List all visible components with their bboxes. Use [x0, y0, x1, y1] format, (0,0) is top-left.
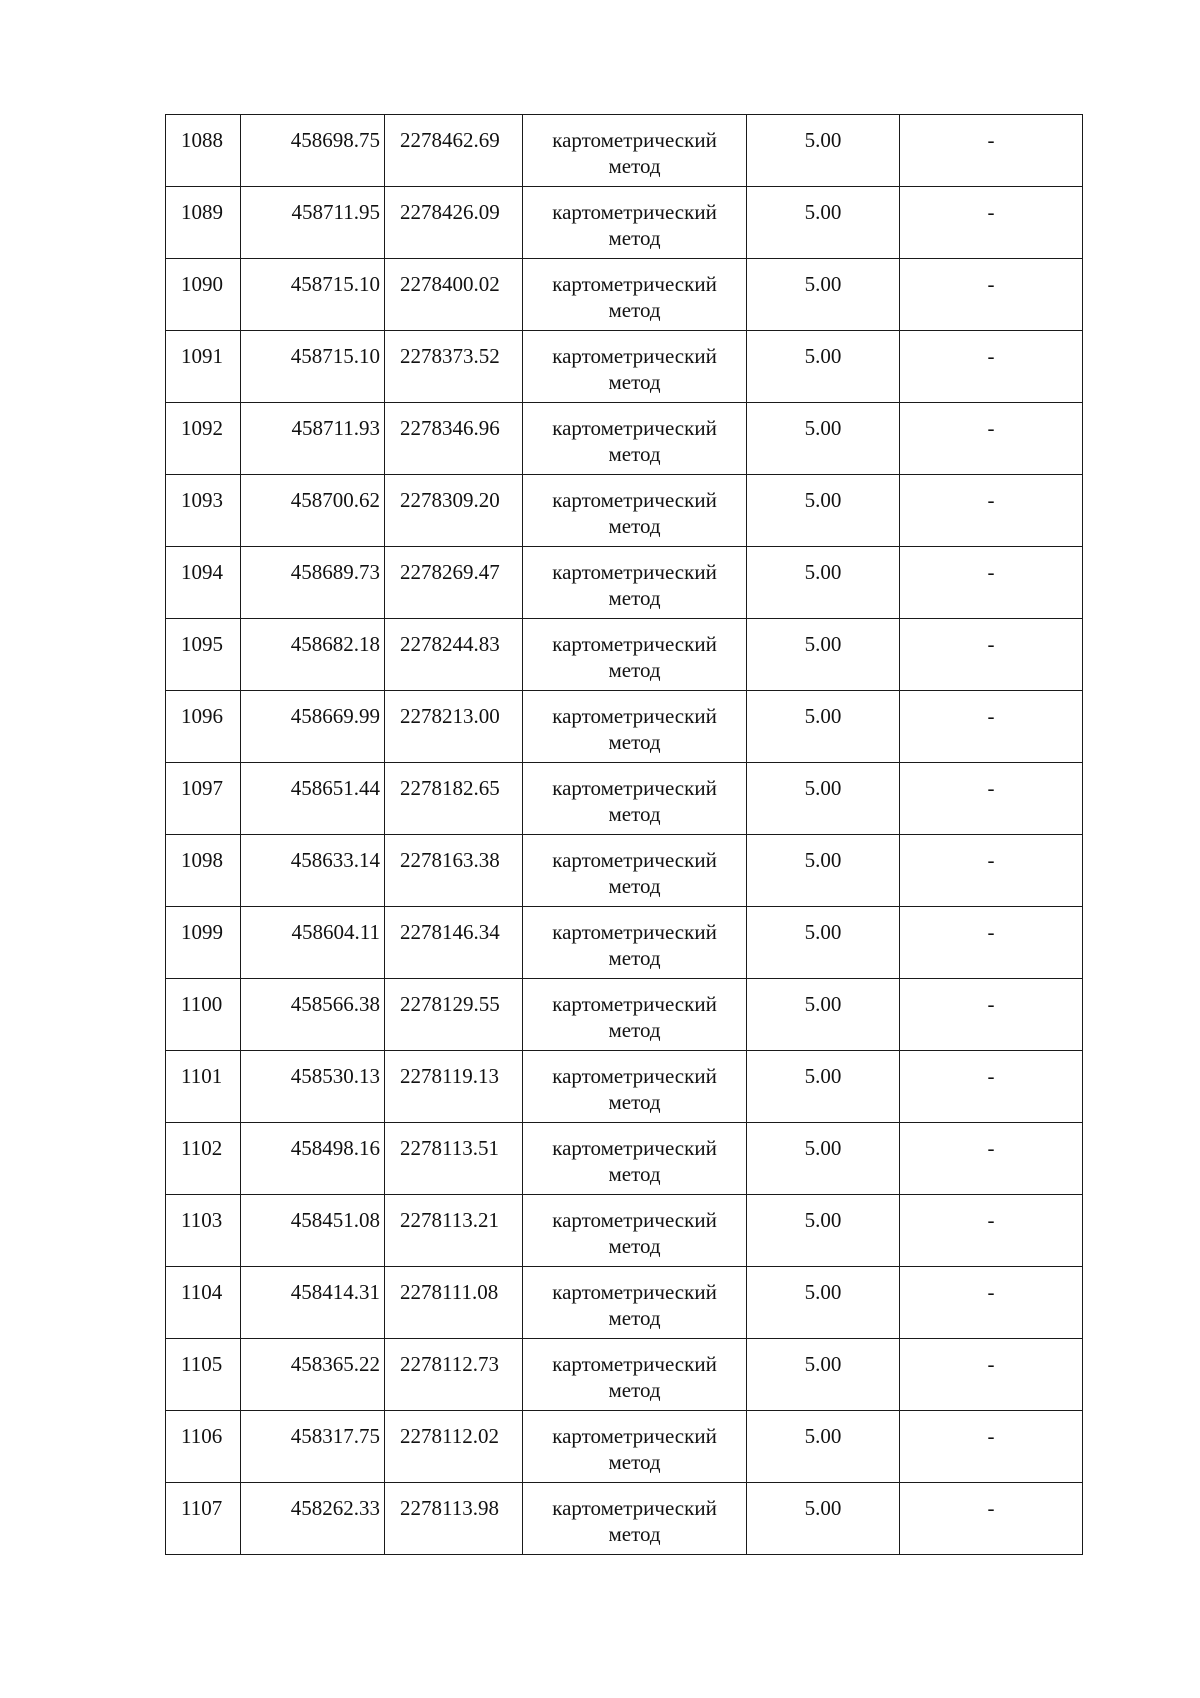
method-line-2: метод: [608, 1306, 661, 1330]
method-line-1: картометрический: [552, 488, 717, 512]
method-cell: [523, 331, 747, 403]
table-row: [166, 1411, 1083, 1483]
accuracy-cell: 5.00: [747, 763, 900, 835]
method-cell: [523, 115, 747, 187]
y-coordinate-cell: 2278309.20: [385, 475, 523, 547]
x-coordinate-cell: 458317.75: [241, 1411, 385, 1483]
method-line-2: метод: [608, 802, 661, 826]
point-number-cell: 1102: [166, 1123, 241, 1195]
accuracy-cell: 5.00: [747, 187, 900, 259]
description-cell: -: [900, 1483, 1083, 1555]
method-line-2: метод: [608, 226, 661, 250]
method-cell: [523, 1051, 747, 1123]
method-cell: [523, 763, 747, 835]
y-coordinate-cell: 2278269.47: [385, 547, 523, 619]
x-coordinate-cell: 458414.31: [241, 1267, 385, 1339]
table-row: [166, 1195, 1083, 1267]
accuracy-cell: 5.00: [747, 115, 900, 187]
table-row: [166, 475, 1083, 547]
description-cell: -: [900, 763, 1083, 835]
table-row: [166, 763, 1083, 835]
description-cell: -: [900, 979, 1083, 1051]
description-cell: -: [900, 403, 1083, 475]
method-line-1: картометрический: [552, 200, 717, 224]
x-coordinate-cell: 458711.95: [241, 187, 385, 259]
method-line-2: метод: [608, 1522, 661, 1546]
accuracy-cell: 5.00: [747, 475, 900, 547]
method-line-1: картометрический: [552, 272, 717, 296]
method-line-2: метод: [608, 1450, 661, 1474]
description-cell: -: [900, 331, 1083, 403]
coordinates-table-body: [166, 115, 1083, 1555]
point-number-cell: 1107: [166, 1483, 241, 1555]
table-row: [166, 331, 1083, 403]
table-row: [166, 403, 1083, 475]
method-line-2: метод: [608, 370, 661, 394]
point-number-cell: 1091: [166, 331, 241, 403]
method-line-2: метод: [608, 514, 661, 538]
accuracy-cell: 5.00: [747, 691, 900, 763]
method-line-2: метод: [608, 730, 661, 754]
y-coordinate-cell: 2278129.55: [385, 979, 523, 1051]
x-coordinate-cell: 458715.10: [241, 259, 385, 331]
method-cell: [523, 979, 747, 1051]
x-coordinate-cell: 458365.22: [241, 1339, 385, 1411]
y-coordinate-cell: 2278400.02: [385, 259, 523, 331]
method-line-1: картометрический: [552, 128, 717, 152]
description-cell: -: [900, 547, 1083, 619]
description-cell: -: [900, 475, 1083, 547]
method-line-1: картометрический: [552, 1424, 717, 1448]
method-cell: [523, 907, 747, 979]
accuracy-cell: 5.00: [747, 907, 900, 979]
accuracy-cell: 5.00: [747, 1123, 900, 1195]
point-number-cell: 1106: [166, 1411, 241, 1483]
table-row: [166, 547, 1083, 619]
point-number-cell: 1103: [166, 1195, 241, 1267]
description-cell: -: [900, 1339, 1083, 1411]
method-line-1: картометрический: [552, 416, 717, 440]
method-line-1: картометрический: [552, 776, 717, 800]
accuracy-cell: 5.00: [747, 835, 900, 907]
table-row: [166, 1267, 1083, 1339]
accuracy-cell: 5.00: [747, 259, 900, 331]
x-coordinate-cell: 458566.38: [241, 979, 385, 1051]
point-number-cell: 1096: [166, 691, 241, 763]
y-coordinate-cell: 2278182.65: [385, 763, 523, 835]
method-line-1: картометрический: [552, 1280, 717, 1304]
point-number-cell: 1093: [166, 475, 241, 547]
accuracy-cell: 5.00: [747, 403, 900, 475]
x-coordinate-cell: 458669.99: [241, 691, 385, 763]
accuracy-cell: 5.00: [747, 979, 900, 1051]
y-coordinate-cell: 2278346.96: [385, 403, 523, 475]
x-coordinate-cell: 458633.14: [241, 835, 385, 907]
table-row: [166, 979, 1083, 1051]
table-row: [166, 1123, 1083, 1195]
method-line-1: картометрический: [552, 848, 717, 872]
point-number-cell: 1097: [166, 763, 241, 835]
method-line-2: метод: [608, 658, 661, 682]
x-coordinate-cell: 458700.62: [241, 475, 385, 547]
method-line-1: картометрический: [552, 1352, 717, 1376]
x-coordinate-cell: 458715.10: [241, 331, 385, 403]
point-number-cell: 1101: [166, 1051, 241, 1123]
description-cell: -: [900, 115, 1083, 187]
accuracy-cell: 5.00: [747, 1051, 900, 1123]
point-number-cell: 1095: [166, 619, 241, 691]
point-number-cell: 1104: [166, 1267, 241, 1339]
method-line-2: метод: [608, 1378, 661, 1402]
table-row: [166, 259, 1083, 331]
method-line-2: метод: [608, 442, 661, 466]
y-coordinate-cell: 2278146.34: [385, 907, 523, 979]
table-row: [166, 187, 1083, 259]
description-cell: -: [900, 835, 1083, 907]
description-cell: -: [900, 1051, 1083, 1123]
accuracy-cell: 5.00: [747, 1483, 900, 1555]
description-cell: -: [900, 907, 1083, 979]
accuracy-cell: 5.00: [747, 1267, 900, 1339]
description-cell: -: [900, 691, 1083, 763]
method-line-1: картометрический: [552, 1064, 717, 1088]
y-coordinate-cell: 2278119.13: [385, 1051, 523, 1123]
accuracy-cell: 5.00: [747, 619, 900, 691]
table-row: [166, 907, 1083, 979]
method-line-2: метод: [608, 1162, 661, 1186]
description-cell: -: [900, 259, 1083, 331]
x-coordinate-cell: 458689.73: [241, 547, 385, 619]
method-cell: [523, 1411, 747, 1483]
accuracy-cell: 5.00: [747, 1195, 900, 1267]
method-line-1: картометрический: [552, 992, 717, 1016]
method-line-2: метод: [608, 154, 661, 178]
x-coordinate-cell: 458262.33: [241, 1483, 385, 1555]
point-number-cell: 1098: [166, 835, 241, 907]
x-coordinate-cell: 458530.13: [241, 1051, 385, 1123]
y-coordinate-cell: 2278112.02: [385, 1411, 523, 1483]
y-coordinate-cell: 2278111.08: [385, 1267, 523, 1339]
table-row: [166, 691, 1083, 763]
y-coordinate-cell: 2278163.38: [385, 835, 523, 907]
table-row: [166, 835, 1083, 907]
description-cell: -: [900, 1411, 1083, 1483]
point-number-cell: 1088: [166, 115, 241, 187]
method-cell: [523, 475, 747, 547]
table-row: [166, 1339, 1083, 1411]
method-cell: [523, 547, 747, 619]
accuracy-cell: 5.00: [747, 331, 900, 403]
y-coordinate-cell: 2278462.69: [385, 115, 523, 187]
x-coordinate-cell: 458711.93: [241, 403, 385, 475]
table-row: [166, 1051, 1083, 1123]
description-cell: -: [900, 1267, 1083, 1339]
method-line-2: метод: [608, 1090, 661, 1114]
y-coordinate-cell: 2278244.83: [385, 619, 523, 691]
method-line-1: картометрический: [552, 560, 717, 584]
method-cell: [523, 259, 747, 331]
description-cell: -: [900, 1123, 1083, 1195]
point-number-cell: 1090: [166, 259, 241, 331]
accuracy-cell: 5.00: [747, 1339, 900, 1411]
point-number-cell: 1099: [166, 907, 241, 979]
method-line-2: метод: [608, 874, 661, 898]
method-line-1: картометрический: [552, 704, 717, 728]
description-cell: -: [900, 1195, 1083, 1267]
method-cell: [523, 403, 747, 475]
point-number-cell: 1100: [166, 979, 241, 1051]
x-coordinate-cell: 458604.11: [241, 907, 385, 979]
method-cell: [523, 1195, 747, 1267]
x-coordinate-cell: 458651.44: [241, 763, 385, 835]
x-coordinate-cell: 458498.16: [241, 1123, 385, 1195]
y-coordinate-cell: 2278213.00: [385, 691, 523, 763]
method-line-2: метод: [608, 1018, 661, 1042]
description-cell: -: [900, 187, 1083, 259]
y-coordinate-cell: 2278112.73: [385, 1339, 523, 1411]
method-cell: [523, 1339, 747, 1411]
method-cell: [523, 1123, 747, 1195]
point-number-cell: 1094: [166, 547, 241, 619]
x-coordinate-cell: 458682.18: [241, 619, 385, 691]
y-coordinate-cell: 2278113.51: [385, 1123, 523, 1195]
point-number-cell: 1089: [166, 187, 241, 259]
method-line-1: картометрический: [552, 344, 717, 368]
x-coordinate-cell: 458451.08: [241, 1195, 385, 1267]
method-line-2: метод: [608, 586, 661, 610]
y-coordinate-cell: 2278373.52: [385, 331, 523, 403]
x-coordinate-cell: 458698.75: [241, 115, 385, 187]
accuracy-cell: 5.00: [747, 547, 900, 619]
method-line-1: картометрический: [552, 632, 717, 656]
method-line-2: метод: [608, 298, 661, 322]
coordinates-table: [165, 114, 1083, 1555]
y-coordinate-cell: 2278113.98: [385, 1483, 523, 1555]
method-line-1: картометрический: [552, 1136, 717, 1160]
method-cell: [523, 1483, 747, 1555]
method-cell: [523, 691, 747, 763]
description-cell: -: [900, 619, 1083, 691]
method-line-2: метод: [608, 1234, 661, 1258]
accuracy-cell: 5.00: [747, 1411, 900, 1483]
method-cell: [523, 187, 747, 259]
table-row: [166, 115, 1083, 187]
point-number-cell: 1105: [166, 1339, 241, 1411]
table-row: [166, 1483, 1083, 1555]
method-line-1: картометрический: [552, 1496, 717, 1520]
y-coordinate-cell: 2278426.09: [385, 187, 523, 259]
method-cell: [523, 619, 747, 691]
point-number-cell: 1092: [166, 403, 241, 475]
method-line-1: картометрический: [552, 920, 717, 944]
table-row: [166, 619, 1083, 691]
y-coordinate-cell: 2278113.21: [385, 1195, 523, 1267]
method-line-2: метод: [608, 946, 661, 970]
method-cell: [523, 1267, 747, 1339]
method-cell: [523, 835, 747, 907]
method-line-1: картометрический: [552, 1208, 717, 1232]
